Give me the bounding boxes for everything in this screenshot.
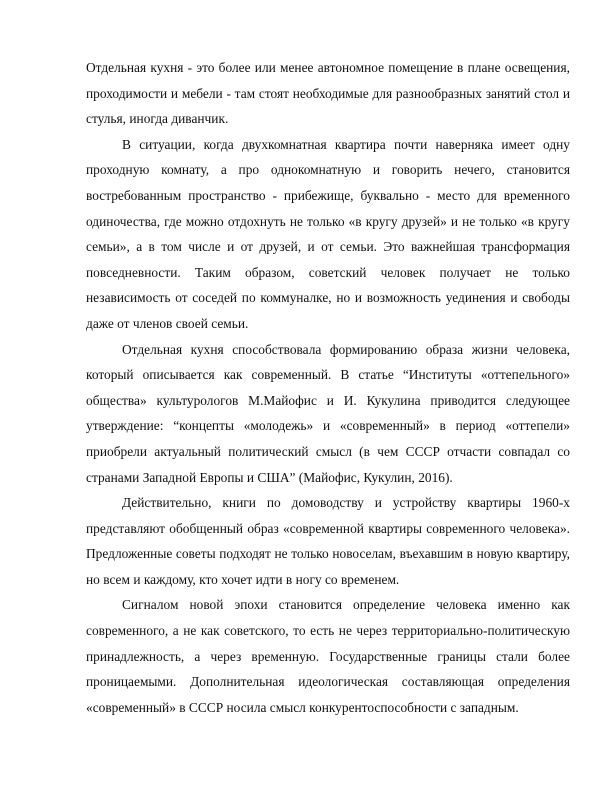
paragraph-2: В ситуации, когда двухкомнатная квартира почти наверняка имеет одну проходную комнату, а про однокомнатную и говорить нечего, становится востребованным пространство - прибежище, буквально - место для временного одиночества, где можно отдохнуть не только «в кругу друзей» и не только «в кругу семьи», а в том числе и от друзей, и от семьи. Это важнейшая трансформация повседневности. Таким образом, советский человек получает не только независимость от соседей по коммуналке, но и возможность уединения и свободы даже от членов своей семьи. <box>86 136 570 331</box>
paragraph-4: Действительно, книги по домоводству и устройству квартиры 1960-х представляют обобщенный образ «современной квартиры современного человека». Предложенные советы подходят не только новоселам, въехавшим в новую квартиру, но всем и каждому, кто хочет идти в ногу со временем. <box>86 495 570 587</box>
paragraph-1: Отдельная кухня - это более или менее автономное помещение в плане освещения, проходимости и мебели - там стоят необходимые для разнообразных занятий стол и стулья, иногда диванчик. <box>86 60 570 127</box>
body-text <box>86 55 570 720</box>
paragraph-3: Отдельная кухня способствовала формированию образа жизни человека, который описывается как современный. В статье “Институты «оттепельного» общества» культурологов М.Майофис и И. Кукулина приводится следующее утверждение: “концепты «молодежь» и «современный» в период «оттепели» приобрели актуальный политический смысл (в чем СССР отчасти совпадал со странами Западной Европы и США” (Майофис, Кукулин, 2016). <box>86 341 570 485</box>
paragraph-5: Сигналом новой эпохи становится определение человека именно как современного, а не как советского, то есть не через территориально-политическую принадлежность, а через временную. Государственные границы стали более проницаемыми. Дополнительная идеологическая составляющая определения «современный» в СССР носила смысл конкурентоспособности с западным. <box>86 597 570 715</box>
